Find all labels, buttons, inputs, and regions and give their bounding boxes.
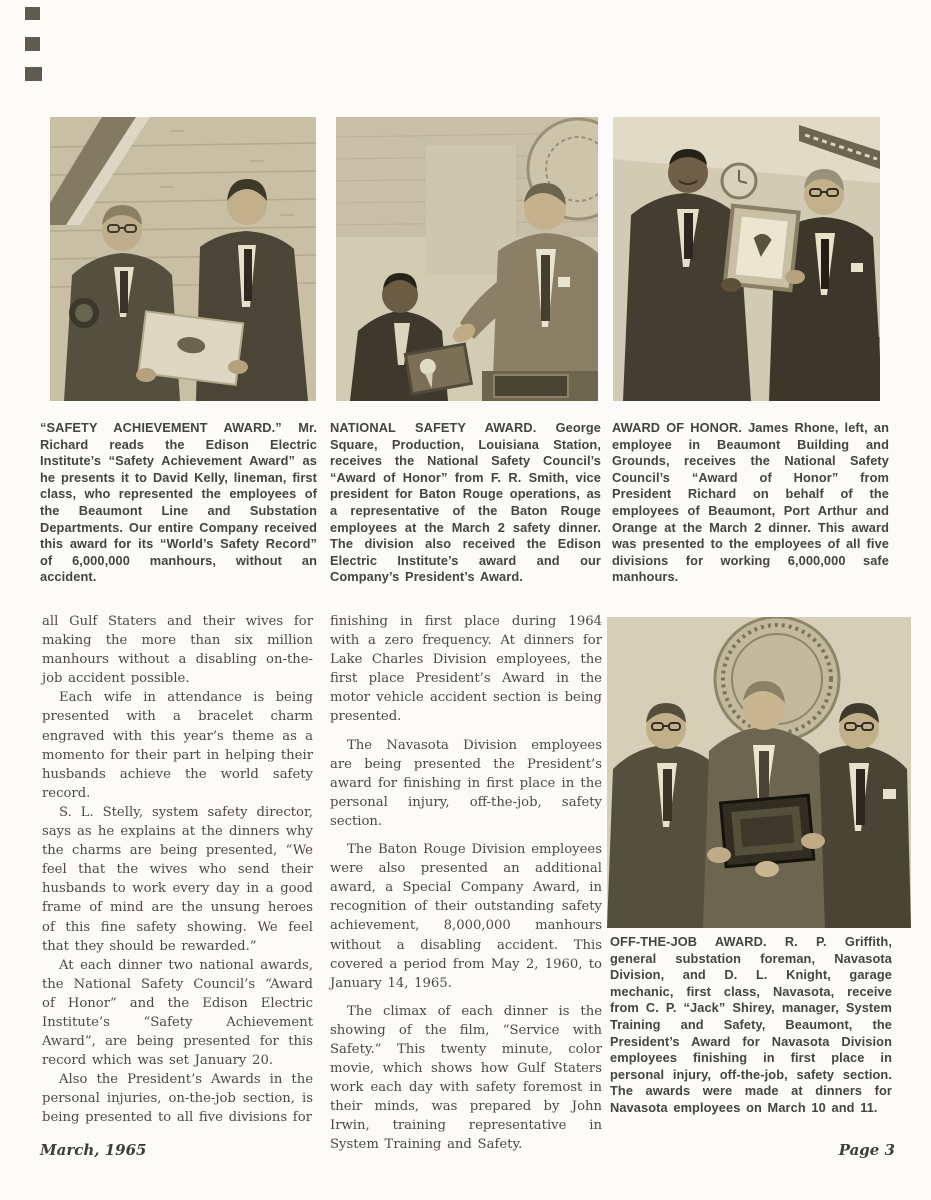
caption-national-safety-award: NATIONAL SAFETY AWARD. George Square, Production, Louisiana Station, receives the National Safety Council’s “Award of Honor” from F. R. Smith, vice president for Baton Rouge operations, as a representative of the Baton Rouge employees at the March 2 safety dinner. The division also received the Edison Electric Institute’s award and our Company’s President’s Award.: [330, 420, 601, 585]
caption-safety-achievement-award: “SAFETY ACHIEVEMENT AWARD.” Mr. Richard reads the Edison Electric Institute’s “Safety Achievement Award” as he presents it to David Kelly, lineman, first class, who represented the employees of the Beaumont Line and Substation Departments. Our entire Company received this award for its “World’s Safety Record” of 6,000,000 manhours, without an accident.: [40, 420, 317, 585]
photo-award-of-honor: [613, 117, 880, 401]
paragraph: Each wife in attendance is being presented with a bracelet charm engraved with this year’s theme as a momento for their part in helping their husbands achieve the world safety record.: [42, 690, 313, 801]
footer-issue-date: March, 1965: [40, 1141, 147, 1159]
paragraph: At each dinner two national awards, the National Safety Council’s “Award of Honor” and the Edison Electric Institute’s “Safety Achievement Award”, are being presented for this record which was set January 20.: [42, 957, 313, 1069]
photo-off-the-job-award: [607, 617, 911, 928]
paragraph: Also the President’s Awards in the personal injuries, on-the-job section, is being presented to all five divisions for: [42, 1072, 313, 1126]
paragraph: all Gulf Staters and their wives for making the more than six million manhours without a disabling on-the-job accident possible.: [42, 614, 313, 687]
paragraph: S. L. Stelly, system safety director, says as he explains at the dinners why the charms are being presented, “We feel that the wives who send their husbands to work every day in a good frame of mind are the unsung heroes of this fine safety showing. We feel that they should be rewarded.”: [42, 804, 313, 954]
paragraph: The climax of each dinner is the showing of the film, “Service with Safety.” This twenty minute, color movie, which shows how Gulf Staters work each day with safety foremost in their minds, was prepared by John Irwin, training representative in System Training and Safety.: [330, 1003, 602, 1153]
scan-artifact: [25, 37, 40, 51]
paragraph: finishing in first place during 1964 with a zero frequency. At dinners for Lake Charles Division employees, the first place President’s Award in the motor vehicle accident section is being presented.: [330, 614, 602, 725]
body-column-middle: [330, 612, 602, 1164]
caption-award-of-honor: AWARD OF HONOR. James Rhone, left, an employee in Beaumont Building and Grounds, receives the National Safety Council’s “Award of Honor” from President Richard on behalf of the employees of Beaumont, Port Arthur and Orange at the March 2 dinner. This award was presented to the employees of all five divisions for working 6,000,000 safe manhours.: [612, 420, 889, 585]
scan-artifact: [25, 67, 42, 81]
scan-artifact: [25, 7, 40, 20]
caption-off-the-job-award: OFF-THE-JOB AWARD. R. P. Griffith, general substation foreman, Navasota Division, and D. L. Knight, garage mechanic, first class, Navasota, receive from C. P. “Jack” Shirey, manager, System Training and Safety, Beaumont, the President’s Award for Navasota Division employees finishing in first place in personal injury, off-the-job, safety section. The awards were made at dinners for Navasota employees on March 10 and 11.: [610, 934, 892, 1115]
paragraph: The Navasota Division employees are being presented the President’s award for finishing in first place in the personal injury, off-the-job, safety section.: [330, 737, 602, 829]
footer-page-number: Page 3: [838, 1141, 895, 1159]
photo-national-safety-award: [336, 117, 598, 401]
paragraph: The Baton Rouge Division employees were also presented an additional award, a Special Company Award, in recognition of their outstanding safety achievement, 8,000,000 manhours without a disabling accident. This covered a period from May 2, 1960, to January 14, 1965.: [330, 842, 602, 991]
body-column-left: [42, 612, 313, 1128]
photo-safety-achievement-award: [50, 117, 316, 401]
